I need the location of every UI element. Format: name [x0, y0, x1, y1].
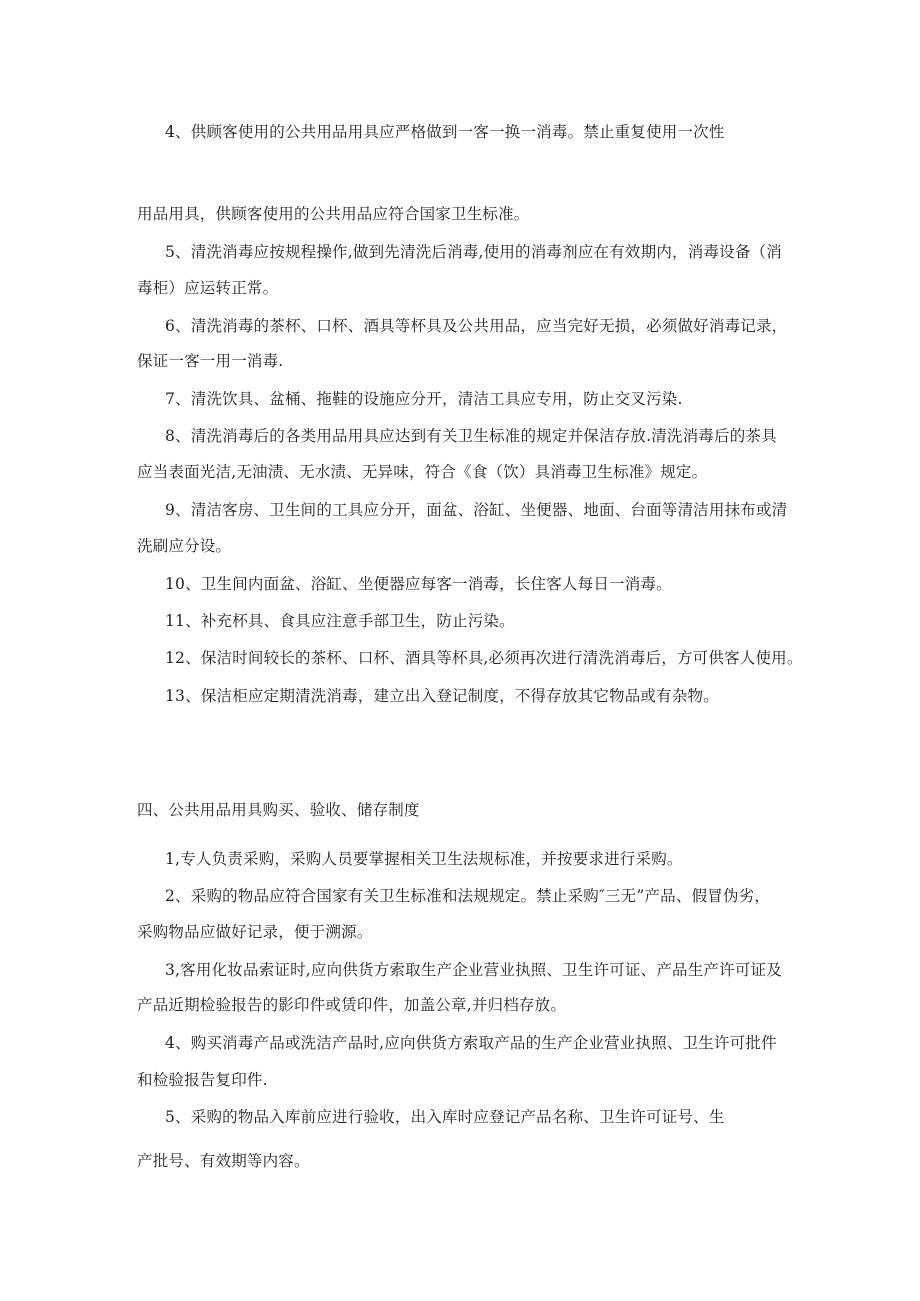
item-11: 11、补充杯具、食具应注意手部卫生，防止污染。	[165, 612, 515, 630]
s4-item-3-line-2: 产品近期检验报告的影印件或赁印件，加盖公章,并归档存放。	[137, 996, 567, 1014]
s4-item-2-line-2: 采购物品应做好记录，便于溯源。	[137, 923, 373, 941]
s4-item-1: 1,专人负责采购，采购人员要掌握相关卫生法规标准，并按要求进行采购。	[165, 850, 683, 868]
item-8-line-1: 8、清洗消毒后的各类用品用具应达到有关卫生标准的规定并保洁存放.清洗消毒后的茶具	[165, 427, 777, 445]
item-7: 7、清洗饮具、盆桶、拖鞋的设施应分开，清洁工具应专用，防止交叉污染.	[165, 390, 683, 408]
item-8-line-2: 应当表面光洁,无油渍、无水渍、无异味，符合《食（饮）具消毒卫生标准》规定。	[137, 463, 708, 481]
s4-item-2-line-1: 2、采购的物品应符合国家有关卫生标准和法规规定。禁止采购″三无”产品、假冒伪劣，	[165, 887, 771, 905]
item-10: 10、卫生间内面盆、浴缸、坐便器应每客一消毒，长住客人每日一消毒。	[165, 575, 672, 593]
s4-item-4-line-2: 和检验报告复印件.	[137, 1071, 268, 1089]
section-4-heading: 四、公共用品用具购买、验收、储存制度	[137, 801, 420, 819]
item-5-line-2: 毒柜）应运转正常。	[137, 279, 279, 297]
item-9-line-2: 洗刷应分设。	[137, 537, 232, 555]
item-13: 13、保洁柜应定期清洗消毒，建立出入登记制度，不得存放其它物品或有杂物。	[165, 687, 719, 705]
s4-item-3-line-1: 3,客用化妆品索证时,应向供货方索取生产企业营业执照、卫生许可证、产品生产许可证及	[165, 961, 782, 979]
item-4-line-2: 用品用具，供顾客使用的公共用品应符合国家卫生标准。	[137, 205, 530, 223]
item-9-line-1: 9、清洁客房、卫生间的工具应分开，面盆、浴缸、坐便器、地面、台面等清洁用抹布或清	[165, 501, 788, 519]
item-12: 12、保洁时间较长的茶杯、口杯、酒具等杯具,必须再次进行清洗消毒后，方可供客人使用。	[165, 649, 803, 667]
item-6-line-2: 保证一客一用一消毒.	[137, 352, 284, 370]
s4-item-5-line-2: 产批号、有效期等内容。	[137, 1152, 310, 1170]
s4-item-4-line-1: 4、购买消毒产品或洗洁产品时,应向供货方索取产品的生产企业营业执照、卫生许可批件	[165, 1034, 777, 1052]
item-5-line-1: 5、清洗消毒应按规程操作,做到先清洗后消毒,使用的消毒剂应在有效期内，消毒设备（消	[165, 243, 782, 261]
item-4-line-1: 4、供顾客使用的公共用品用具应严格做到一客一换一消毒。禁止重复使用一次性	[165, 123, 725, 141]
s4-item-5-line-1: 5、采购的物品入库前应进行验收，出入库时应登记产品名称、卫生许可证号、生	[165, 1108, 725, 1126]
item-6-line-1: 6、清洗消毒的茶杯、口杯、酒具等杯具及公共用品，应当完好无损，必须做好消毒记录，	[165, 317, 788, 335]
